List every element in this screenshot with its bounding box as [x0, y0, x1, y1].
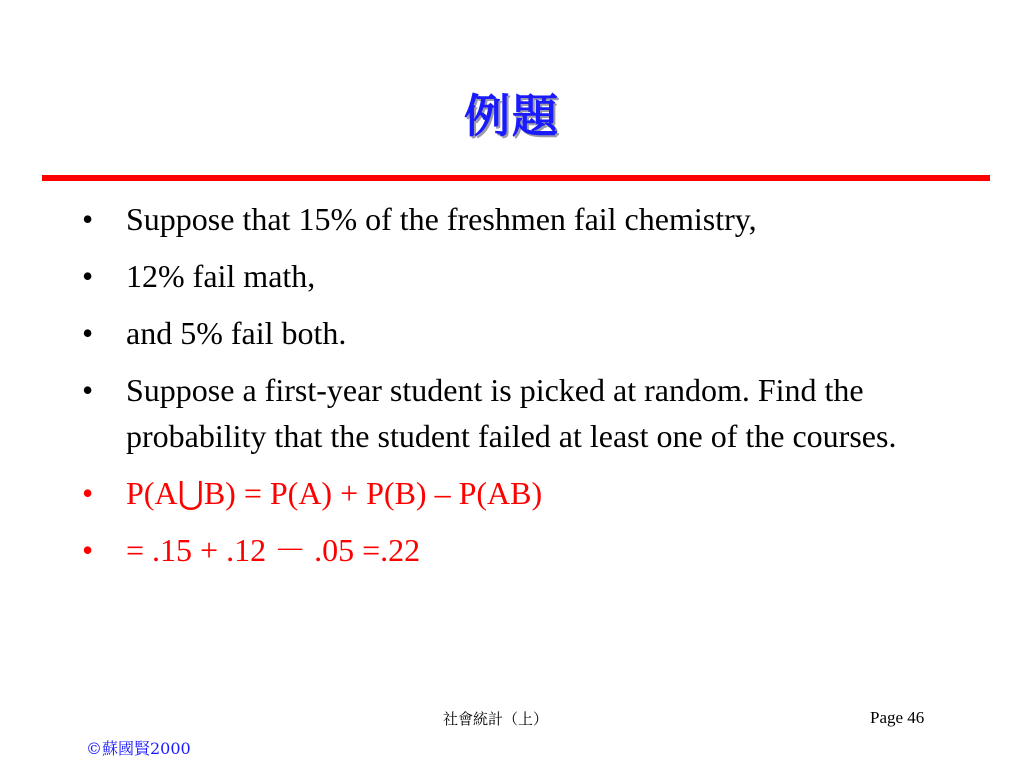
bullet-text: Suppose that 15% of the freshmen fail chemistry,: [126, 201, 757, 237]
calculation-bullet: [82, 527, 942, 573]
footer-course-title: 社會統計（上）: [443, 710, 549, 728]
bullet-item: [82, 367, 942, 459]
bullet-text: 12% fail math,: [126, 258, 316, 294]
bullet-dot-icon: •: [82, 475, 94, 511]
bullet-dot-icon: •: [82, 532, 94, 568]
footer-copyright: ©蘇國賢2000: [86, 739, 191, 758]
bullet-dot-icon: •: [82, 372, 94, 408]
bullet-item: [82, 253, 942, 299]
footer-page-number: Page 46: [870, 708, 925, 727]
bullet-dot-icon: •: [82, 201, 94, 237]
bullet-text: and 5% fail both.: [126, 315, 347, 351]
bullet-dot-icon: •: [82, 258, 94, 294]
formula-text: P(A⋃B) = P(A) + P(B) – P(AB): [126, 475, 543, 511]
calculation-text: = .15 + .12 － .05 =.22: [126, 532, 421, 568]
slide-title: 例題: [464, 89, 560, 143]
formula-bullet: [82, 470, 942, 516]
bullet-text: Suppose a first-year student is picked at random. Find the probability that the student failed at least one of the courses.: [126, 372, 897, 454]
bullet-item: [82, 310, 942, 356]
title-divider: [42, 175, 990, 181]
bullet-dot-icon: •: [82, 315, 94, 351]
bullet-item: [82, 196, 942, 242]
bullet-list: [82, 196, 942, 584]
